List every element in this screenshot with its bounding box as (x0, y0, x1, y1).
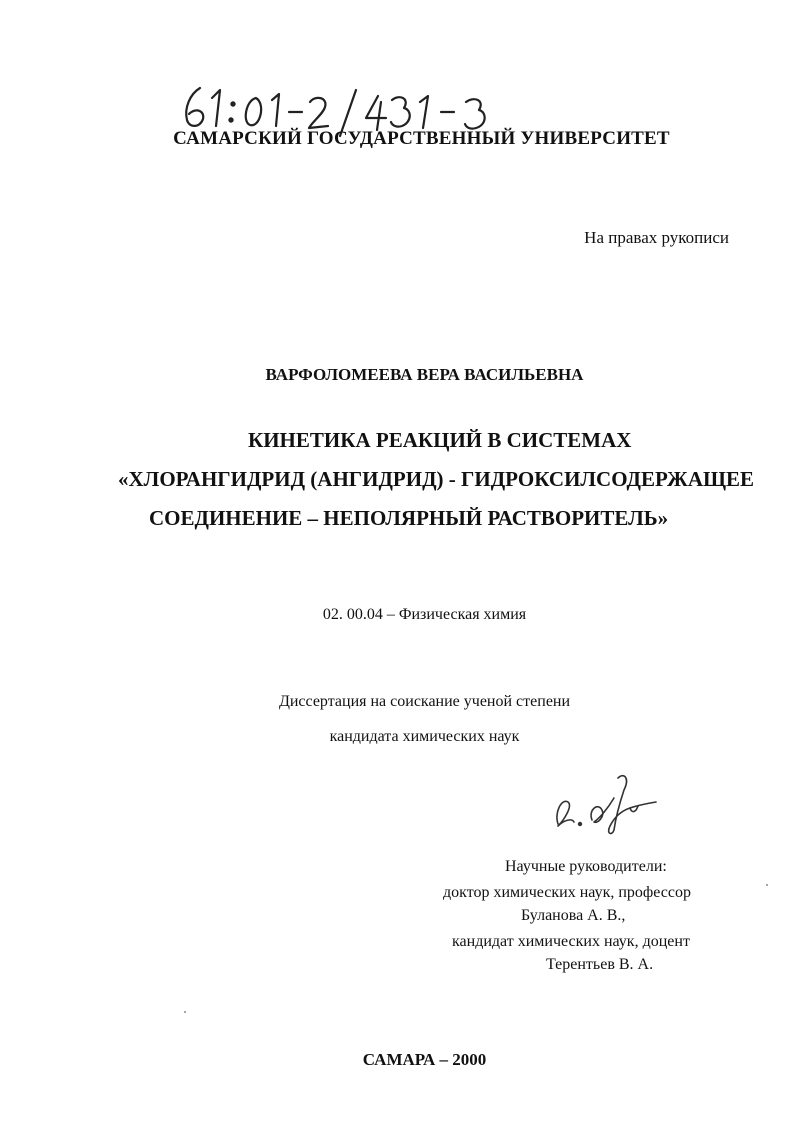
advisor-1-name: Буланова А. В., (521, 907, 626, 924)
rights-notice: На правах рукописи (584, 228, 729, 247)
scan-speck (184, 1011, 186, 1013)
scan-speck (766, 884, 768, 886)
university-name: САМАРСКИЙ ГОСУДАРСТВЕННЫЙ УНИВЕРСИТЕТ (173, 128, 670, 149)
degree-line-1: Диссертация на соискание ученой степени (278, 693, 571, 710)
advisor-1-title: доктор химических наук, профессор (443, 884, 691, 901)
signature (548, 768, 666, 838)
dissertation-title-line-2: «ХЛОРАНГИДРИД (АНГИДРИД) - ГИДРОКСИЛСОДЕРЖАЩЕЕ (118, 467, 755, 491)
specialty-code: 02. 00.04 – Физическая химия (322, 606, 527, 623)
advisor-2-name: Терентьев В. А. (546, 956, 654, 973)
author-name: ВАРФОЛОМЕЕВА ВЕРА ВАСИЛЬЕВНА (265, 365, 584, 384)
signature-drawing (548, 768, 666, 838)
city-year: САМАРА – 2000 (362, 1050, 487, 1069)
advisor-2-title: кандидат химических наук, доцент (452, 933, 690, 950)
advisors-heading: Научные руководители: (505, 858, 667, 875)
dissertation-title-line-1: КИНЕТИКА РЕАКЦИЙ В СИСТЕМАХ (248, 428, 632, 452)
degree-line-2: кандидата химических наук (329, 728, 520, 745)
dissertation-title-line-3: СОЕДИНЕНИЕ – НЕПОЛЯРНЫЙ РАСТВОРИТЕЛЬ» (149, 506, 669, 530)
